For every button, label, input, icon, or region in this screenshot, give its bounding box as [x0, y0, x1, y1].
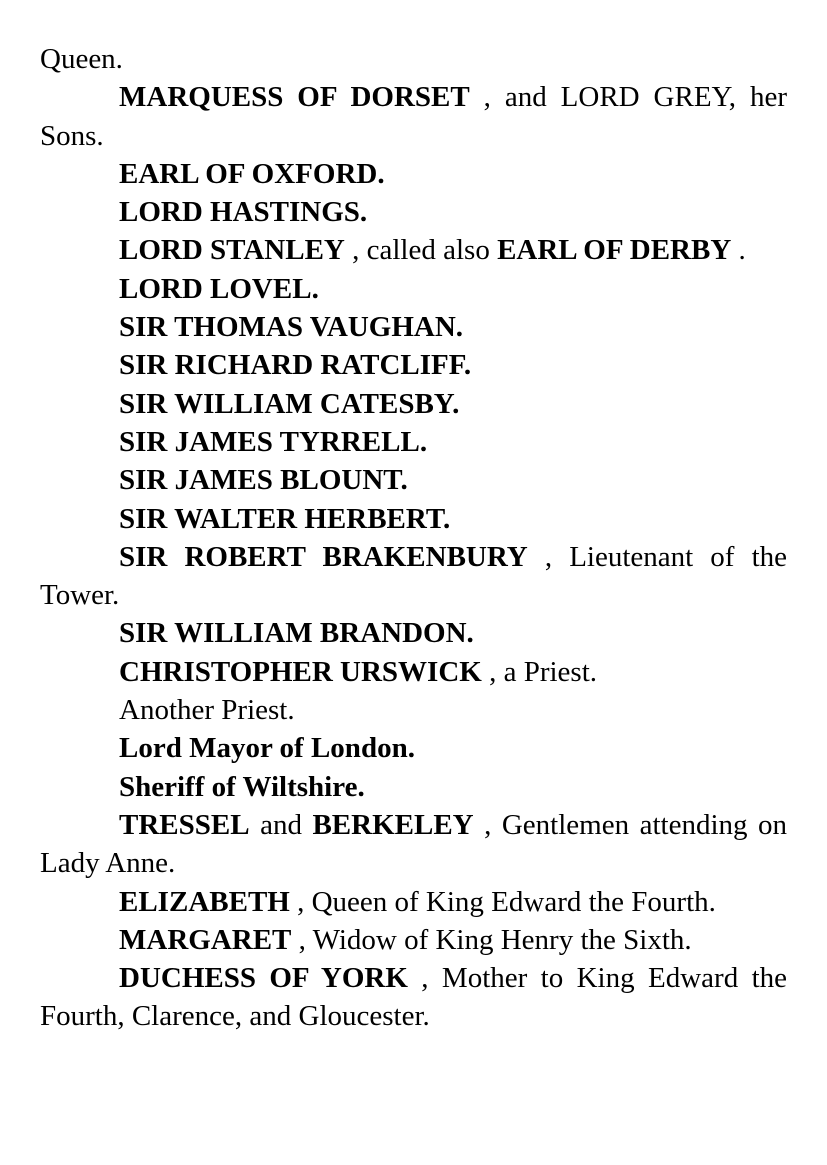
character-name: DUCHESS OF YORK	[119, 962, 408, 995]
cast-entry-sir-james-tyrrell	[40, 423, 787, 461]
cast-entry-sir-richard-ratcliff	[40, 346, 787, 384]
cast-entry-margaret	[40, 921, 787, 959]
cast-entry-lord-mayor	[40, 729, 787, 767]
character-name: TRESSEL	[119, 808, 250, 841]
entry-description: , Widow of King Henry the Sixth.	[291, 923, 692, 956]
character-name: Lord Mayor of London.	[119, 732, 415, 765]
character-name: Sheriff of Wiltshire.	[119, 770, 365, 803]
cast-entry-lord-stanley	[40, 231, 787, 269]
character-name: SIR WILLIAM CATESBY.	[119, 387, 460, 420]
cast-entry-sir-walter-herbert	[40, 500, 787, 538]
cast-entry-duchess-of-york	[40, 959, 787, 1036]
character-alias: EARL OF DERBY	[497, 234, 732, 267]
entry-description: , Lieutenant of the Tower.	[40, 540, 787, 612]
entry-description: and	[249, 808, 313, 841]
character-name: SIR JAMES TYRRELL.	[119, 425, 428, 458]
character-name: LORD LOVEL.	[119, 272, 319, 305]
cast-entry-another-priest	[40, 691, 787, 729]
character-name: LORD STANLEY	[119, 234, 345, 267]
character-name: MARGARET	[119, 923, 292, 956]
entry-description: , Queen of King Edward the Fourth.	[289, 885, 716, 918]
character-name: SIR RICHARD RATCLIFF.	[119, 349, 472, 382]
character-name: ELIZABETH	[119, 885, 290, 918]
character-name: EARL OF OXFORD.	[119, 157, 385, 190]
cast-entry-sir-james-blount	[40, 461, 787, 499]
character-name: SIR WILLIAM BRANDON.	[119, 617, 474, 650]
character-name: MARQUESS OF DORSET	[119, 81, 470, 114]
cast-entry-sir-thomas-vaughan	[40, 308, 787, 346]
cast-entry-lord-lovel	[40, 270, 787, 308]
cast-entry-sir-william-catesby	[40, 385, 787, 423]
entry-description: , and LORD GREY, her Sons.	[40, 81, 787, 152]
cast-entry-tressel-berkeley	[40, 806, 787, 883]
cast-entry-sir-robert-brakenbury	[40, 538, 787, 615]
cast-entry-queen-continuation	[40, 40, 787, 78]
character-name: SIR WALTER HERBERT.	[119, 502, 451, 535]
character-name: CHRISTOPHER URSWICK	[119, 655, 482, 688]
character-name-second: BERKELEY	[312, 808, 474, 841]
entry-description: , called also	[344, 234, 498, 267]
cast-entry-marquess-of-dorset	[40, 78, 787, 155]
entry-description-end: .	[731, 234, 746, 267]
character-name: LORD HASTINGS.	[119, 196, 368, 229]
cast-entry-christopher-urswick	[40, 653, 787, 691]
cast-entry-elizabeth	[40, 883, 787, 921]
cast-entry-earl-of-oxford	[40, 155, 787, 193]
cast-entry-sir-william-brandon	[40, 614, 787, 652]
character-name: SIR THOMAS VAUGHAN.	[119, 311, 464, 344]
document-page	[40, 40, 787, 1036]
entry-description-end: , Gentlemen attending on Lady Anne.	[40, 808, 787, 880]
cast-entry-sheriff	[40, 768, 787, 806]
entry-description: Another Priest.	[119, 694, 295, 727]
cast-entry-lord-hastings	[40, 193, 787, 231]
entry-description: , Mother to King Edward the Fourth, Clarence, and Gloucester.	[40, 962, 788, 1033]
character-name: SIR ROBERT BRAKENBURY	[119, 540, 528, 573]
entry-description: , a Priest.	[481, 655, 598, 688]
entry-description: Queen.	[40, 43, 123, 75]
character-name: SIR JAMES BLOUNT.	[119, 464, 408, 497]
